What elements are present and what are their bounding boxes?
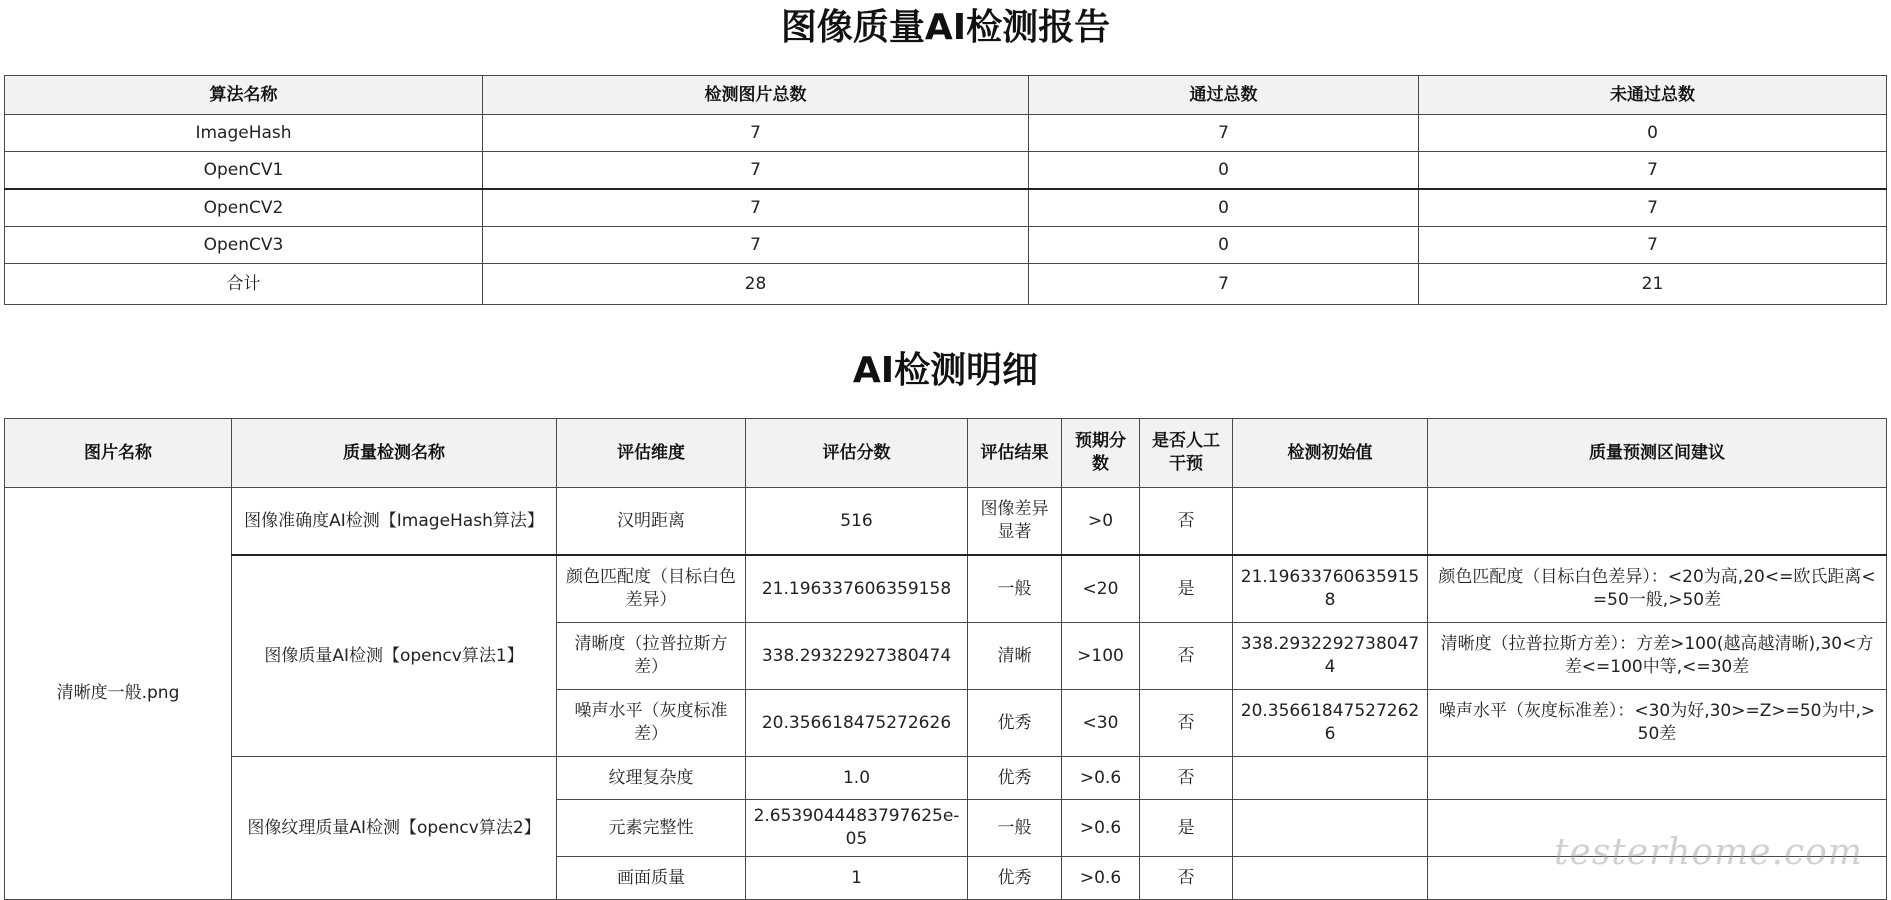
detail-title: AI检测明细 <box>852 350 1039 391</box>
detail-row <box>5 757 1887 800</box>
summary-header-total-images: 检测图片总数 <box>483 76 1029 115</box>
detail-score: 516 <box>746 488 968 556</box>
detail-expected: <20 <box>1062 555 1140 623</box>
detail-check-name: 图像质量AI检测【opencv算法1】 <box>232 555 557 757</box>
detail-row <box>5 555 1887 623</box>
detail-suggestion <box>1428 757 1887 800</box>
detail-result: 优秀 <box>968 857 1062 900</box>
detail-expected: >0.6 <box>1062 757 1140 800</box>
detail-score: 1 <box>746 857 968 900</box>
detail-initial-value: 21.196337606359158 <box>1233 555 1428 623</box>
summary-cell-total: 7 <box>483 227 1029 264</box>
summary-cell-algorithm: OpenCV2 <box>5 189 483 227</box>
report-title: 图像质量AI检测报告 <box>780 7 1111 48</box>
detail-suggestion: 清晰度（拉普拉斯方差）：方差>100(越高越清晰),30<方差<=100中等,<=30差 <box>1428 623 1887 690</box>
summary-cell-algorithm: OpenCV3 <box>5 227 483 264</box>
detail-result: 优秀 <box>968 757 1062 800</box>
detail-header-result: 评估结果 <box>968 419 1062 488</box>
detail-table <box>4 418 1887 900</box>
detail-suggestion: 颜色匹配度（目标白色差异）：<20为高,20<=欧氏距离<=50一般,>50差 <box>1428 555 1887 623</box>
summary-row <box>5 189 1887 227</box>
summary-cell-algorithm: OpenCV1 <box>5 152 483 190</box>
detail-dimension: 画面质量 <box>557 857 746 900</box>
detail-dimension: 纹理复杂度 <box>557 757 746 800</box>
detail-score: 2.6539044483797625e-05 <box>746 800 968 857</box>
detail-initial-value <box>1233 488 1428 556</box>
summary-cell-failed: 7 <box>1419 189 1887 227</box>
detail-initial-value: 20.356618475272626 <box>1233 690 1428 757</box>
detail-dimension: 颜色匹配度（目标白色差异） <box>557 555 746 623</box>
detail-result: 一般 <box>968 555 1062 623</box>
detail-score: 20.356618475272626 <box>746 690 968 757</box>
detail-header-manual: 是否人工干预 <box>1140 419 1233 488</box>
detail-header-dimension: 评估维度 <box>557 419 746 488</box>
detail-initial-value <box>1233 857 1428 900</box>
detail-header-check-name: 质量检测名称 <box>232 419 557 488</box>
summary-cell-passed: 0 <box>1029 189 1419 227</box>
detail-header-initial-value: 检测初始值 <box>1233 419 1428 488</box>
summary-cell-passed: 0 <box>1029 227 1419 264</box>
summary-row <box>5 152 1887 190</box>
detail-manual: 是 <box>1140 800 1233 857</box>
detail-row <box>5 488 1887 556</box>
detail-header-score: 评估分数 <box>746 419 968 488</box>
detail-suggestion <box>1428 857 1887 900</box>
detail-dimension: 噪声水平（灰度标准差） <box>557 690 746 757</box>
summary-cell-algorithm: 合计 <box>5 264 483 305</box>
summary-header-passed: 通过总数 <box>1029 76 1419 115</box>
detail-header-suggestion: 质量预测区间建议 <box>1428 419 1887 488</box>
detail-result: 清晰 <box>968 623 1062 690</box>
summary-total-row <box>5 264 1887 305</box>
detail-expected: >0.6 <box>1062 857 1140 900</box>
detail-dimension: 汉明距离 <box>557 488 746 556</box>
detail-result: 图像差异显著 <box>968 488 1062 556</box>
detail-dimension: 清晰度（拉普拉斯方差） <box>557 623 746 690</box>
summary-table <box>4 75 1887 305</box>
summary-header-row <box>5 76 1887 115</box>
summary-cell-failed: 7 <box>1419 227 1887 264</box>
detail-manual: 否 <box>1140 857 1233 900</box>
summary-cell-failed: 21 <box>1419 264 1887 305</box>
detail-header-expected: 预期分数 <box>1062 419 1140 488</box>
detail-suggestion <box>1428 488 1887 556</box>
summary-cell-failed: 0 <box>1419 115 1887 152</box>
detail-score: 21.196337606359158 <box>746 555 968 623</box>
summary-cell-failed: 7 <box>1419 152 1887 190</box>
detail-result: 一般 <box>968 800 1062 857</box>
detail-check-name: 图像准确度AI检测【ImageHash算法】 <box>232 488 557 556</box>
summary-cell-passed: 7 <box>1029 264 1419 305</box>
detail-dimension: 元素完整性 <box>557 800 746 857</box>
summary-cell-algorithm: ImageHash <box>5 115 483 152</box>
detail-suggestion: 噪声水平（灰度标准差）：<30为好,30>=Z>=50为中,>50差 <box>1428 690 1887 757</box>
detail-score: 338.29322927380474 <box>746 623 968 690</box>
detail-result: 优秀 <box>968 690 1062 757</box>
detail-initial-value: 338.29322927380474 <box>1233 623 1428 690</box>
detail-header-image-name: 图片名称 <box>5 419 232 488</box>
detail-expected: >0.6 <box>1062 800 1140 857</box>
detail-score: 1.0 <box>746 757 968 800</box>
detail-manual: 否 <box>1140 690 1233 757</box>
watermark: testerhome.com <box>1554 832 1863 873</box>
detail-expected: >0 <box>1062 488 1140 556</box>
detail-manual: 否 <box>1140 757 1233 800</box>
summary-cell-total: 7 <box>483 115 1029 152</box>
detail-manual: 否 <box>1140 623 1233 690</box>
detail-image-name: 清晰度一般.png <box>5 488 232 900</box>
summary-row <box>5 227 1887 264</box>
detail-expected: >100 <box>1062 623 1140 690</box>
summary-cell-total: 7 <box>483 152 1029 190</box>
summary-cell-passed: 7 <box>1029 115 1419 152</box>
detail-manual: 否 <box>1140 488 1233 556</box>
summary-cell-total: 28 <box>483 264 1029 305</box>
detail-initial-value <box>1233 757 1428 800</box>
detail-expected: <30 <box>1062 690 1140 757</box>
summary-row <box>5 115 1887 152</box>
summary-cell-passed: 0 <box>1029 152 1419 190</box>
detail-suggestion <box>1428 800 1887 857</box>
summary-cell-total: 7 <box>483 189 1029 227</box>
detail-header-row <box>5 419 1887 488</box>
detail-initial-value <box>1233 800 1428 857</box>
summary-header-algorithm: 算法名称 <box>5 76 483 115</box>
detail-manual: 是 <box>1140 555 1233 623</box>
summary-header-failed: 未通过总数 <box>1419 76 1887 115</box>
detail-check-name: 图像纹理质量AI检测【opencv算法2】 <box>232 757 557 900</box>
